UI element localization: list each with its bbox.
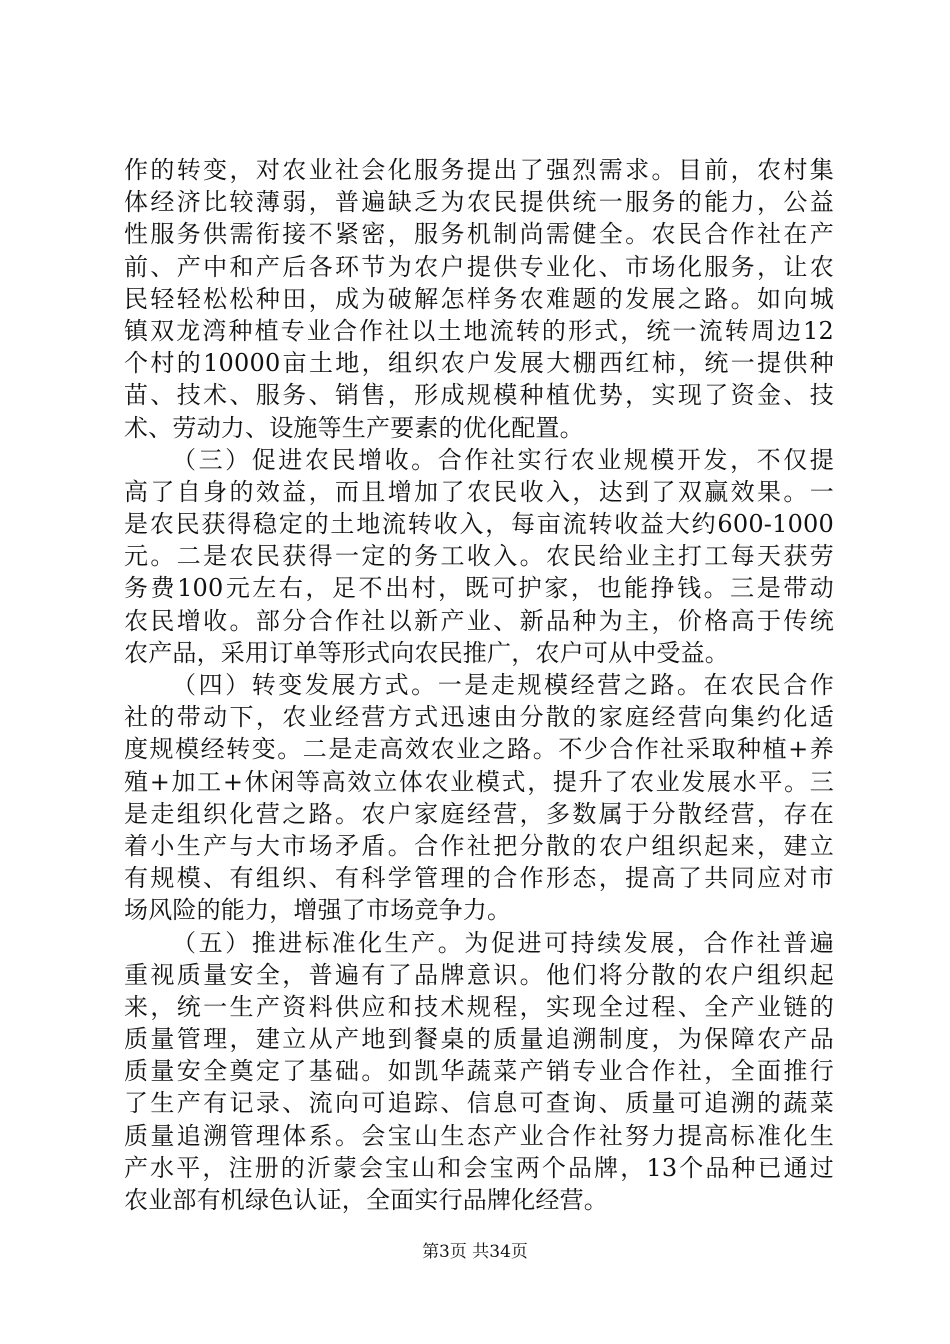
text-line: （五）推进标准化生产。为促进可持续发展，合作社普遍 — [172, 928, 834, 957]
text-line: 术、劳动力、设施等生产要素的优化配置。 — [124, 413, 584, 442]
text-line: 性服务供需衔接不紧密，服务机制尚需健全。农民合作社在产 — [124, 220, 834, 249]
text-line: 了生产有记录、流向可追踪、信息可查询、质量可追溯的蔬菜 — [124, 1089, 834, 1118]
text-line: 民轻轻松松种田，成为破解怎样务农难题的发展之路。如向城 — [124, 284, 834, 313]
text-line: 社的带动下，农业经营方式迅速由分散的家庭经营向集约化适 — [124, 703, 834, 732]
text-line: 场风险的能力，增强了市场竞争力。 — [124, 896, 512, 925]
text-line: 来，统一生产资料供应和技术规程，实现全过程、全产业链的 — [124, 992, 834, 1021]
text-line: 个村的10000亩土地，组织农户发展大棚西红柿，统一提供种 — [124, 349, 834, 378]
text-line: 重视质量安全，普遍有了品牌意识。他们将分散的农户组织起 — [124, 960, 834, 989]
text-line: 元。二是农民获得一定的务工收入。农民给业主打工每天获劳 — [124, 542, 834, 571]
text-line: 是走组织化营之路。农户家庭经营，多数属于分散经营，存在 — [124, 799, 834, 828]
page-footer: 第3页 共34页 — [422, 1242, 528, 1262]
text-line: 前、产中和产后各环节为农户提供专业化、市场化服务，让农 — [124, 252, 834, 281]
text-line: 务费100元左右，足不出村，既可护家，也能挣钱。三是带动 — [124, 574, 834, 603]
text-line: 产水平，注册的沂蒙会宝山和会宝两个品牌，13个品种已通过 — [124, 1153, 834, 1182]
text-line: （四）转变发展方式。一是走规模经营之路。在农民合作 — [172, 671, 834, 699]
text-line: 农产品，采用订单等形式向农民推广，农户可从中受益。 — [124, 638, 729, 667]
text-line: 有规模、有组织、有科学管理的合作形态，提高了共同应对市 — [124, 864, 834, 893]
text-line: 农民增收。部分合作社以新产业、新品种为主，价格高于传统 — [124, 606, 834, 635]
text-line: 质量管理，建立从产地到餐桌的质量追溯制度，为保障农产品 — [124, 1025, 834, 1054]
text-line: 体经济比较薄弱，普遍缺乏为农民提供统一服务的能力，公益 — [124, 188, 834, 217]
text-line: 质量追溯管理体系。会宝山生态产业合作社努力提高标准化生 — [124, 1121, 834, 1150]
text-line: 殖+加工+休闲等高效立体农业模式，提升了农业发展水平。三 — [124, 767, 834, 796]
text-line: 镇双龙湾种植专业合作社以土地流转的形式，统一流转周边12 — [124, 316, 834, 345]
text-line: 作的转变，对农业社会化服务提出了强烈需求。目前，农村集 — [124, 156, 834, 184]
text-line: 度规模经转变。二是走高效农业之路。不少合作社采取种植+养 — [124, 735, 834, 764]
text-line: 质量安全奠定了基础。如凯华蔬菜产销专业合作社，全面推行 — [124, 1057, 834, 1086]
text-line: （三）促进农民增收。合作社实行农业规模开发，不仅提 — [172, 445, 834, 474]
text-line: 高了自身的效益，而且增加了农民收入，达到了双赢效果。一 — [124, 477, 834, 506]
document-body — [124, 154, 834, 1216]
text-line: 苗、技术、服务、销售，形成规模种植优势，实现了资金、技 — [124, 381, 834, 410]
text-line: 是农民获得稳定的土地流转收入，每亩流转收益大约600-1000 — [124, 510, 834, 539]
text-line: 着小生产与大市场矛盾。合作社把分散的农户组织起来，建立 — [124, 831, 834, 860]
text-line: 农业部有机绿色认证，全面实行品牌化经营。 — [124, 1186, 608, 1214]
